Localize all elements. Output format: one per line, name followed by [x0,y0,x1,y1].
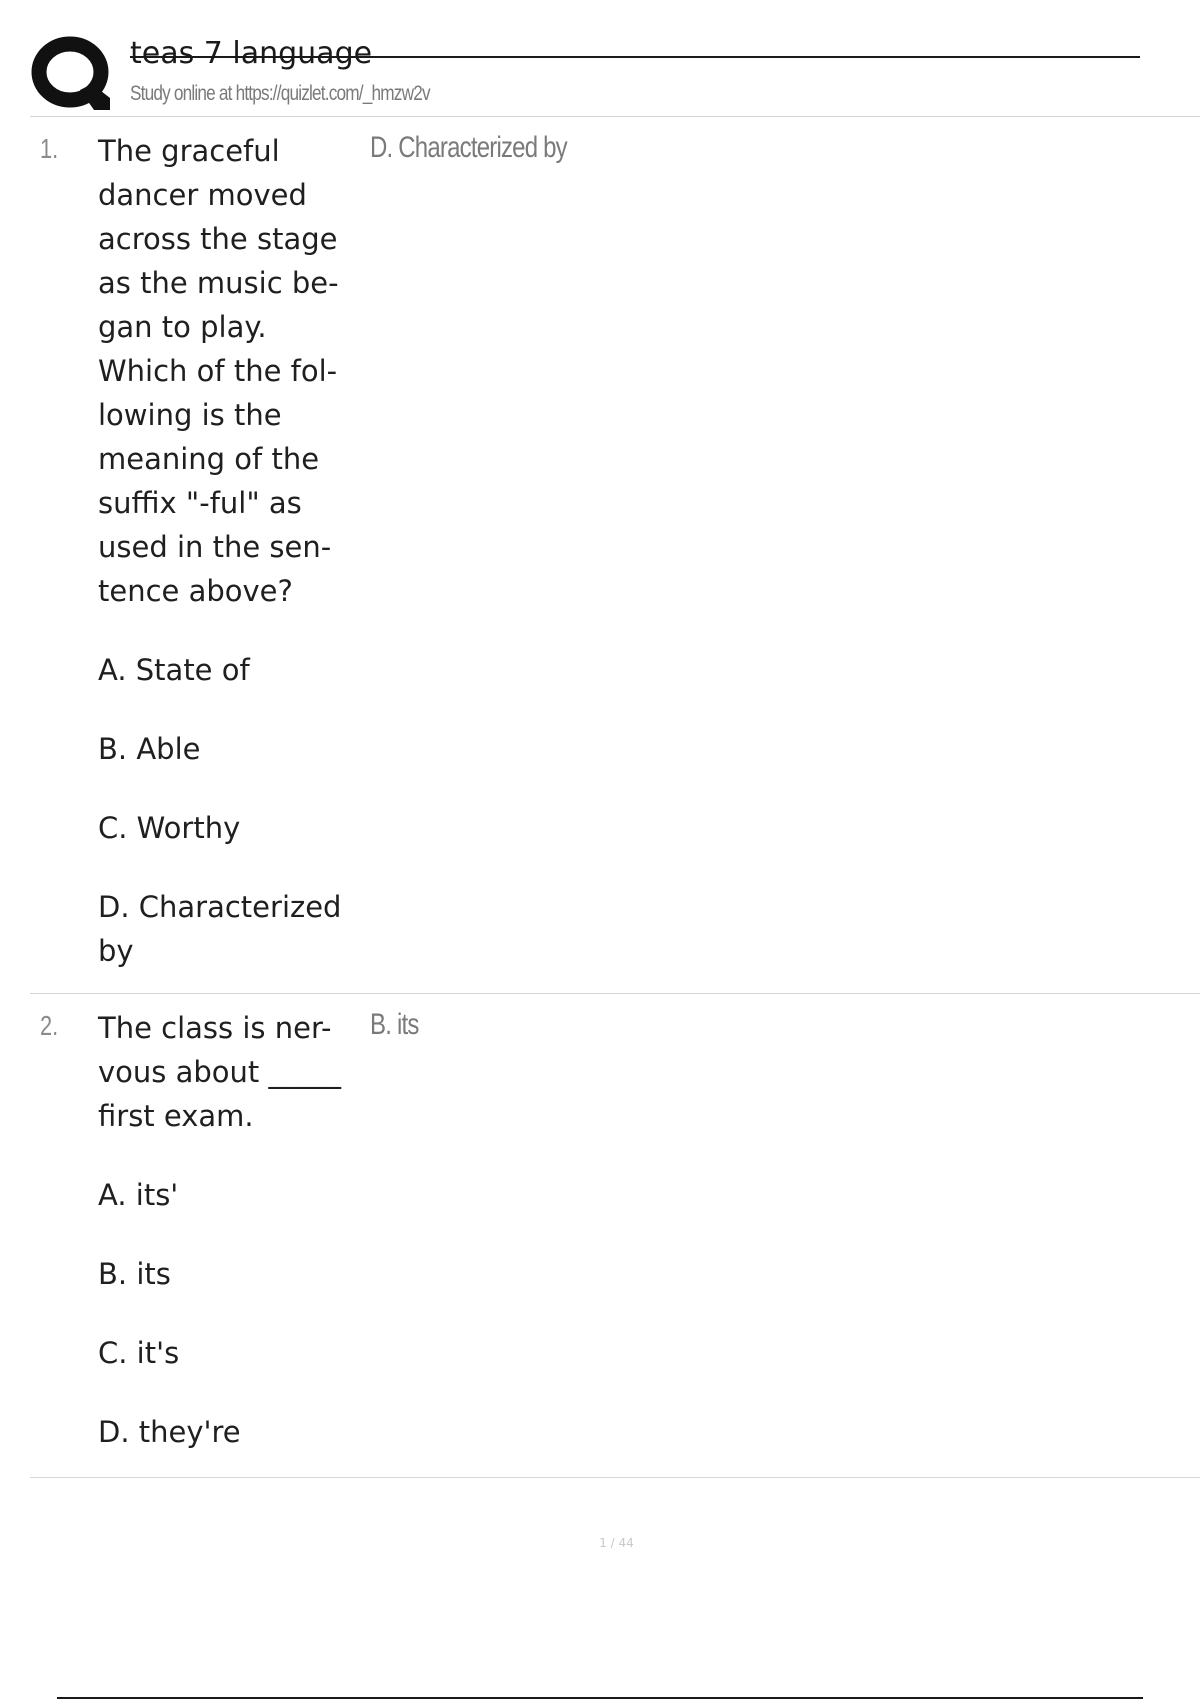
quizlet-logo-icon [30,32,112,114]
card-number: 2. [40,1010,59,1041]
document-title: teas 7 language [130,36,373,71]
choice-b: B. Able [98,732,201,766]
flashcard [30,994,1200,1478]
footer-rule [57,1697,1143,1699]
study-online-link[interactable]: Study online at https://quizlet.com/_hmzw2v [130,82,430,105]
answer-choices [98,1173,368,1454]
card-answer: B. its [370,1008,419,1041]
card-number: 1. [40,133,59,164]
card-term [98,129,368,973]
question-text: The class is ner- vous about _____ first exam. [98,1011,342,1133]
card-answer: D. Characterized by [370,131,567,164]
choice-d: D. Characterized by [98,890,342,968]
choice-a: A. its' [98,1178,179,1212]
question-text: The graceful dancer moved across the stage as the music be- gan to play. Which of the fol- lowing is the meaning of the suffix "-ful" as used in the sen- tence above? [98,134,339,608]
choice-c: C. Worthy [98,811,241,845]
choice-d: D. they're [98,1415,241,1449]
answer-choices [98,648,368,973]
card-term [98,1006,368,1454]
flashcard [30,117,1200,994]
page-number: 1 / 44 [599,1536,634,1550]
choice-c: C. it's [98,1336,180,1370]
choice-b: B. its [98,1257,171,1291]
choice-a: A. State of [98,653,250,687]
